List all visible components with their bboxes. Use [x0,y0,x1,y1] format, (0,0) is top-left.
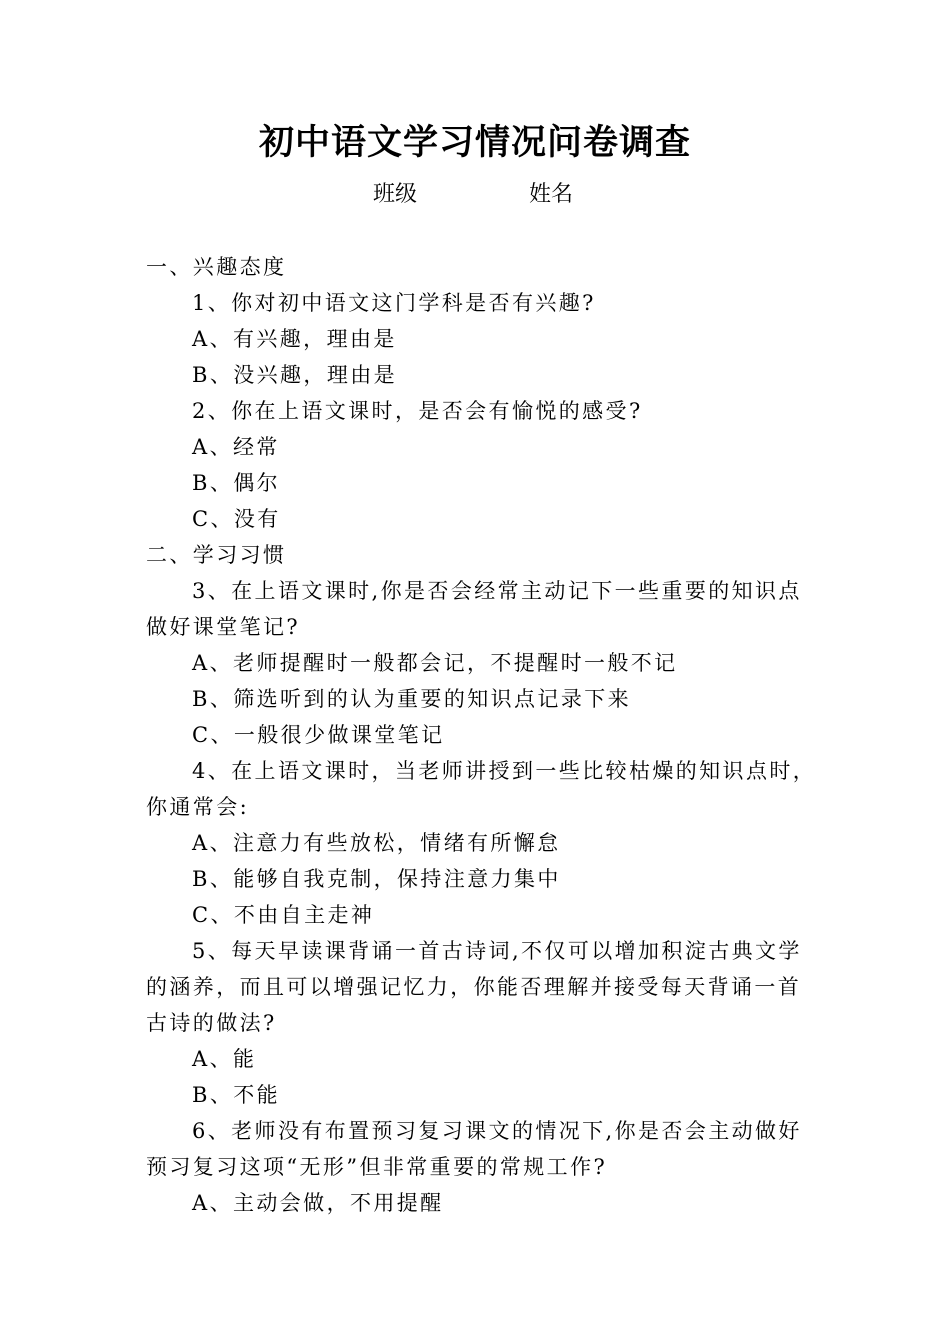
q6-option-a: A、主动会做，不用提醒 [192,1191,444,1215]
page-title: 初中语文学习情况问卷调查 [258,122,691,163]
question-1: 1、你对初中语文这门学科是否有兴趣? [192,291,596,315]
q5-option-a: A、能 [192,1047,257,1071]
question-5-line-3: 古诗的做法? [146,1011,277,1035]
question-3-line-1: 3、在上语文课时,你是否会经常主动记下一些重要的知识点 [192,579,802,603]
question-4-line-2: 你通常会: [146,795,250,819]
question-5-line-1: 5、每天早读课背诵一首古诗词,不仅可以增加积淀古典文学 [192,939,802,963]
question-6-line-2: 预习复习这项“无形”但非常重要的常规工作? [146,1155,608,1179]
section-heading-interest: 一、兴趣态度 [146,255,287,279]
q4-option-a: A、注意力有些放松，情绪有所懈怠 [192,831,561,855]
question-5-line-2: 的涵养，而且可以增强记忆力，你能否理解并接受每天背诵一首 [146,975,802,999]
questionnaire-body [146,249,817,1221]
q1-option-a: A、有兴趣，理由是 [192,327,397,351]
q2-option-c: C、没有 [192,507,281,531]
info-fields [0,178,950,212]
q3-option-c: C、一般很少做课堂笔记 [192,723,445,747]
q5-option-b: B、不能 [192,1083,281,1107]
question-4-line-1: 4、在上语文课时，当老师讲授到一些比较枯燥的知识点时， [192,759,817,783]
class-label: 班级 [373,182,418,207]
q2-option-a: A、经常 [192,435,280,459]
q3-option-a: A、老师提醒时一般都会记，不提醒时一般不记 [192,651,678,675]
question-2: 2、你在上语文课时，是否会有愉悦的感受? [192,399,643,423]
question-3-line-2: 做好课堂笔记? [146,615,301,639]
q1-option-b: B、没兴趣，理由是 [192,363,398,387]
q4-option-c: C、不由自主走神 [192,903,375,927]
q4-option-b: B、能够自我克制，保持注意力集中 [192,867,561,891]
name-label: 姓名 [529,182,574,207]
section-heading-habits: 二、学习习惯 [146,543,287,567]
question-6-line-1: 6、老师没有布置预习复习课文的情况下,你是否会主动做好 [192,1119,802,1143]
q2-option-b: B、偶尔 [192,471,281,495]
q3-option-b: B、筛选听到的认为重要的知识点记录下来 [192,687,632,711]
